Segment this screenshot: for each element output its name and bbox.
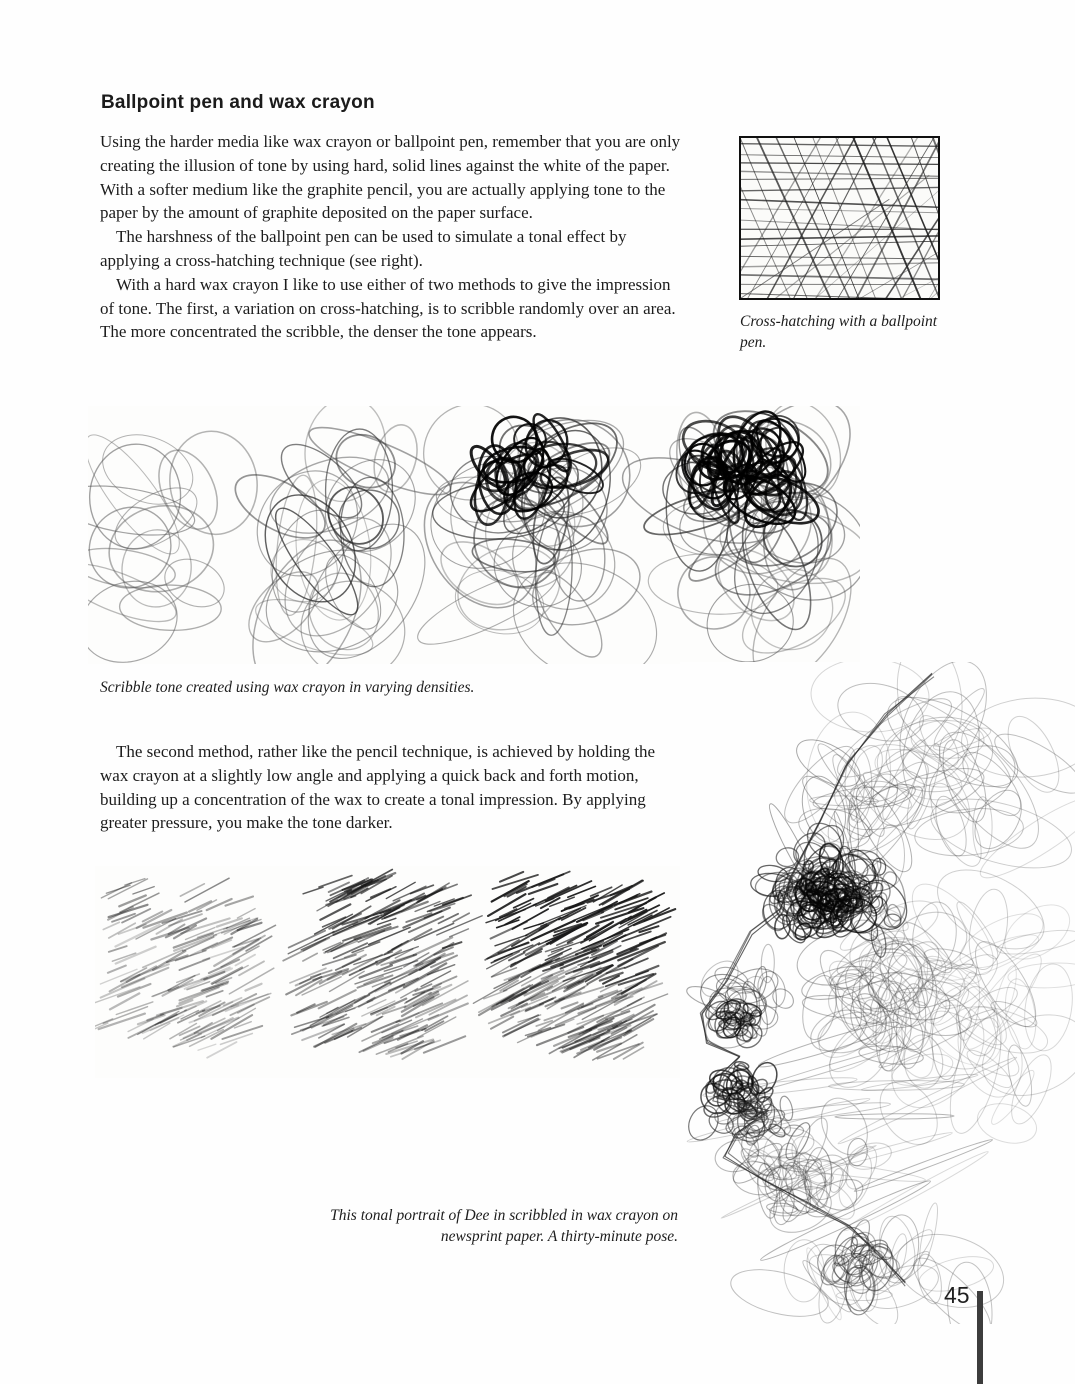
paragraph-3: With a hard wax crayon I like to use either of two methods to give the impression of tone. The first, a variation on cross-hatching, is to scribble randomly over an area. The more concentrated the scribble, the denser the tone appears.	[100, 274, 676, 342]
paragraph-4: The second method, rather like the pencil technique, is achieved by holding the wax crayon at a slightly low angle and applying a quick back and forth motion, building up a concentration of the wax to create a tonal impression. By applying greater pressure, you make the tone darker.	[100, 742, 656, 833]
crosshatch-caption: Cross-hatching with a ballpoint pen.	[740, 313, 938, 351]
page-number: 45	[944, 1282, 970, 1308]
scribbles-caption: Scribble tone created using wax crayon in varying densities.	[100, 679, 475, 696]
crosshatch-figure	[739, 136, 940, 300]
body-text-column	[100, 130, 682, 344]
portrait-caption: This tonal portrait of Dee in scribbled in wax crayon on newsprint paper. A thirty-minute pose.	[330, 1207, 678, 1245]
portrait-drawing-figure	[680, 662, 1075, 1324]
page-number-bar	[977, 1291, 983, 1384]
paragraph-1: Using the harder media like wax crayon or ballpoint pen, remember that you are only creating the illusion of tone by using hard, solid lines against the white of the paper. With a softer medium like the graphite pencil, you are actually applying tone to the paper by the amount of graphite deposited on the paper surface.	[100, 132, 681, 223]
section-heading: Ballpoint pen and wax crayon	[101, 92, 375, 113]
paragraph-2: The harshness of the ballpoint pen can be used to simulate a tonal effect by applying a cross-hatching technique (see right).	[100, 227, 627, 270]
crayon-tone-patches-figure	[95, 866, 687, 1078]
scribble-density-figure	[88, 406, 860, 664]
crosshatch-drawing	[741, 138, 938, 298]
